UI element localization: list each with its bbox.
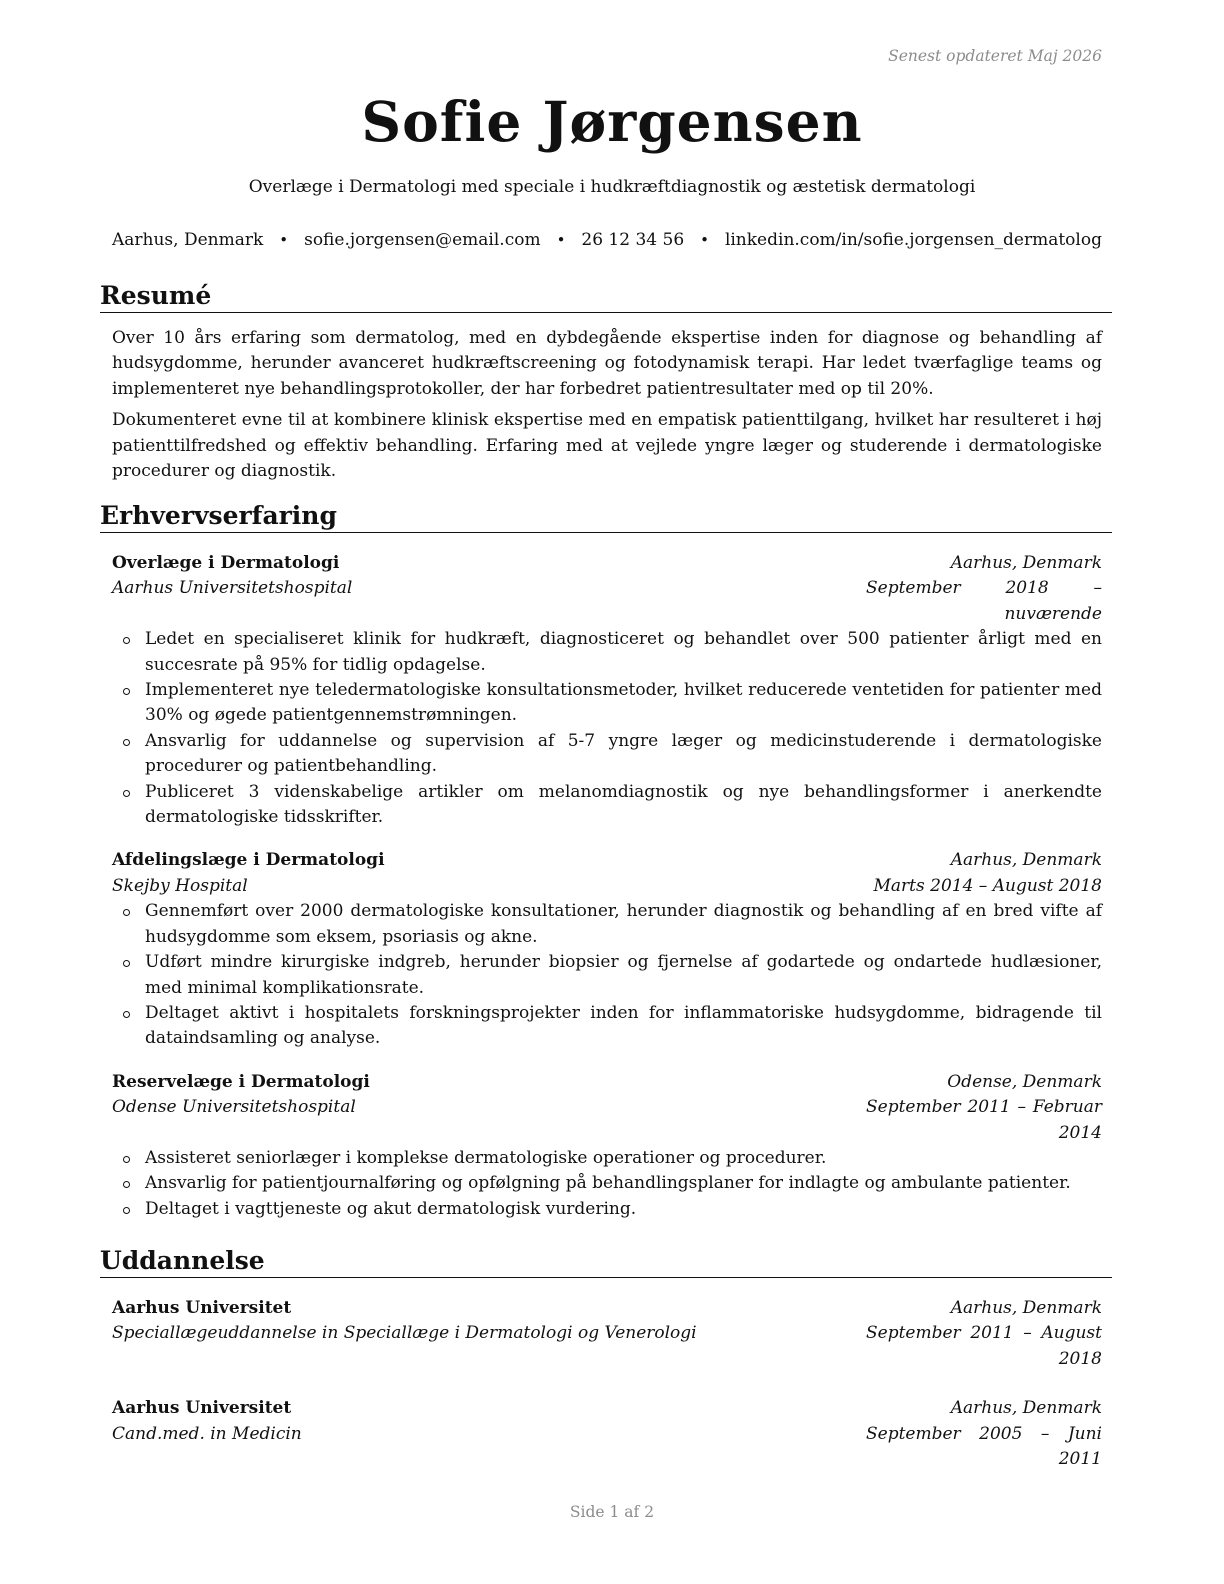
education-entry xyxy=(112,1396,1102,1472)
summary-section xyxy=(100,280,1112,484)
school-name: Aarhus Universitet xyxy=(112,1398,292,1419)
job-bullet: Udført mindre kirurgiske indgreb, herunder biopsier og fjernelse af godartede og ondartede hudlæsioner, med minimal komplikationsrate. xyxy=(112,950,1102,1001)
contact-separator: • xyxy=(700,231,709,249)
contact-linkedin[interactable]: linkedin.com/in/sofie.jorgensen_dermatolog xyxy=(724,230,1102,250)
education-section xyxy=(100,1245,1112,1472)
experience-section xyxy=(100,500,1112,1222)
job-organization: Aarhus Universitetshospital xyxy=(112,578,353,599)
job-title: Reservelæge i Dermatologi xyxy=(112,1071,370,1092)
education-entry xyxy=(112,1296,1102,1372)
last-updated-note: Senest opdateret Maj 2026 xyxy=(888,47,1102,65)
job-location: Odense, Denmark xyxy=(947,1071,1102,1092)
job-bullet: Gennemført over 2000 dermatologiske konsultationer, herunder diagnostik og behandling af en bred vifte af hudsygdomme som eksem, psoriasis og akne. xyxy=(112,899,1102,950)
education-dates: September 2005 – Juni 2011 xyxy=(866,1423,1102,1470)
job-bullet: Implementeret nye teledermatologiske konsultationsmetoder, hvilket reducerede ventetiden for patienter med 30% og øgede patientgennemstrømningen. xyxy=(112,678,1102,729)
job-bullet: Deltaget aktivt i hospitalets forskningsprojekter inden for inflammatoriske hudsygdomme, bidragende til dataindsamling og analyse. xyxy=(112,1001,1102,1052)
job-entry xyxy=(112,551,1102,830)
job-bullet: Ledet en specialiseret klinik for hudkræft, diagnosticeret og behandlet over 500 patienter årligt med en succesrate på 95% for tidlig opdagelse. xyxy=(112,627,1102,678)
contact-line xyxy=(112,227,1102,253)
summary-paragraph: Over 10 års erfaring som dermatolog, med en dybdegående ekspertise inden for diagnose og behandling af hudsygdomme, herunder avanceret hudkræftscreening og fotodynamisk terapi. Har ledet tværfaglige teams og implementeret nye behandlingsprotokoller, der har forbedret patientresultater med op til 20%. xyxy=(112,328,1102,399)
job-organization: Odense Universitetshospital xyxy=(112,1097,356,1118)
job-bullet: Assisteret seniorlæger i komplekse dermatologiske operationer og procedurer. xyxy=(112,1146,1102,1171)
contact-phone[interactable]: 26 12 34 56 xyxy=(581,230,685,250)
job-dates: September 2018 – nuværende xyxy=(866,578,1102,624)
contact-separator: • xyxy=(279,231,289,249)
summary-paragraph: Dokumenteret evne til at kombinere klinisk ekspertise med en empatisk patienttilgang, hvilket har resulteret i høj patienttilfredshed og effektiv behandling. Erfaring med at vejlede yngre læger og studerende i dermatologiske procedurer og diagnostik. xyxy=(112,410,1102,482)
job-location: Aarhus, Denmark xyxy=(950,850,1102,871)
school-location: Aarhus, Denmark xyxy=(950,1398,1102,1419)
candidate-name: Sofie Jørgensen xyxy=(361,89,863,154)
job-dates: Marts 2014 – August 2018 xyxy=(873,875,1102,896)
job-title: Afdelingslæge i Dermatologi xyxy=(112,850,385,871)
contact-separator: • xyxy=(556,231,566,249)
job-bullet: Deltaget i vagttjeneste og akut dermatologisk vurdering. xyxy=(112,1197,1102,1222)
job-dates: September 2011 – Februar 2014 xyxy=(866,1097,1102,1143)
school-location: Aarhus, Denmark xyxy=(950,1298,1102,1318)
job-bullet: Publiceret 3 videnskabelige artikler om melanomdiagnostik og nye behandlingsformer i anerkendte dermatologiske tidsskrifter. xyxy=(112,780,1102,831)
job-bullet: Ansvarlig for uddannelse og supervision af 5-7 yngre læger og medicinstuderende i dermatologiske procedurer og patientbehandling. xyxy=(112,729,1102,780)
degree-name: Speciallægeuddannelse in Speciallæge i Dermatologi og Venerologi xyxy=(112,1323,697,1344)
section-heading-summary: Resumé xyxy=(100,280,1112,313)
job-title: Overlæge i Dermatologi xyxy=(112,553,340,573)
job-entry xyxy=(112,848,1102,1051)
school-name: Aarhus Universitet xyxy=(112,1298,292,1318)
section-heading-experience: Erhvervserfaring xyxy=(100,500,1112,533)
job-bullet: Ansvarlig for patientjournalføring og opfølgning på behandlingsplaner for indlagte og ambulante patienter. xyxy=(112,1171,1102,1196)
page-number: Side 1 af 2 xyxy=(569,1503,655,1521)
job-organization: Skejby Hospital xyxy=(112,875,248,896)
candidate-tagline: Overlæge i Dermatologi med speciale i hudkræftdiagnostik og æstetisk dermatologi xyxy=(248,177,976,197)
education-dates: September 2011 – August 2018 xyxy=(866,1323,1102,1369)
section-heading-education: Uddannelse xyxy=(100,1245,1112,1278)
job-location: Aarhus, Denmark xyxy=(950,553,1102,573)
degree-name: Cand.med. in Medicin xyxy=(112,1423,302,1444)
job-entry xyxy=(112,1070,1102,1222)
contact-email[interactable]: sofie.jorgensen@email.com xyxy=(304,230,541,250)
contact-location: Aarhus, Denmark xyxy=(112,230,264,250)
